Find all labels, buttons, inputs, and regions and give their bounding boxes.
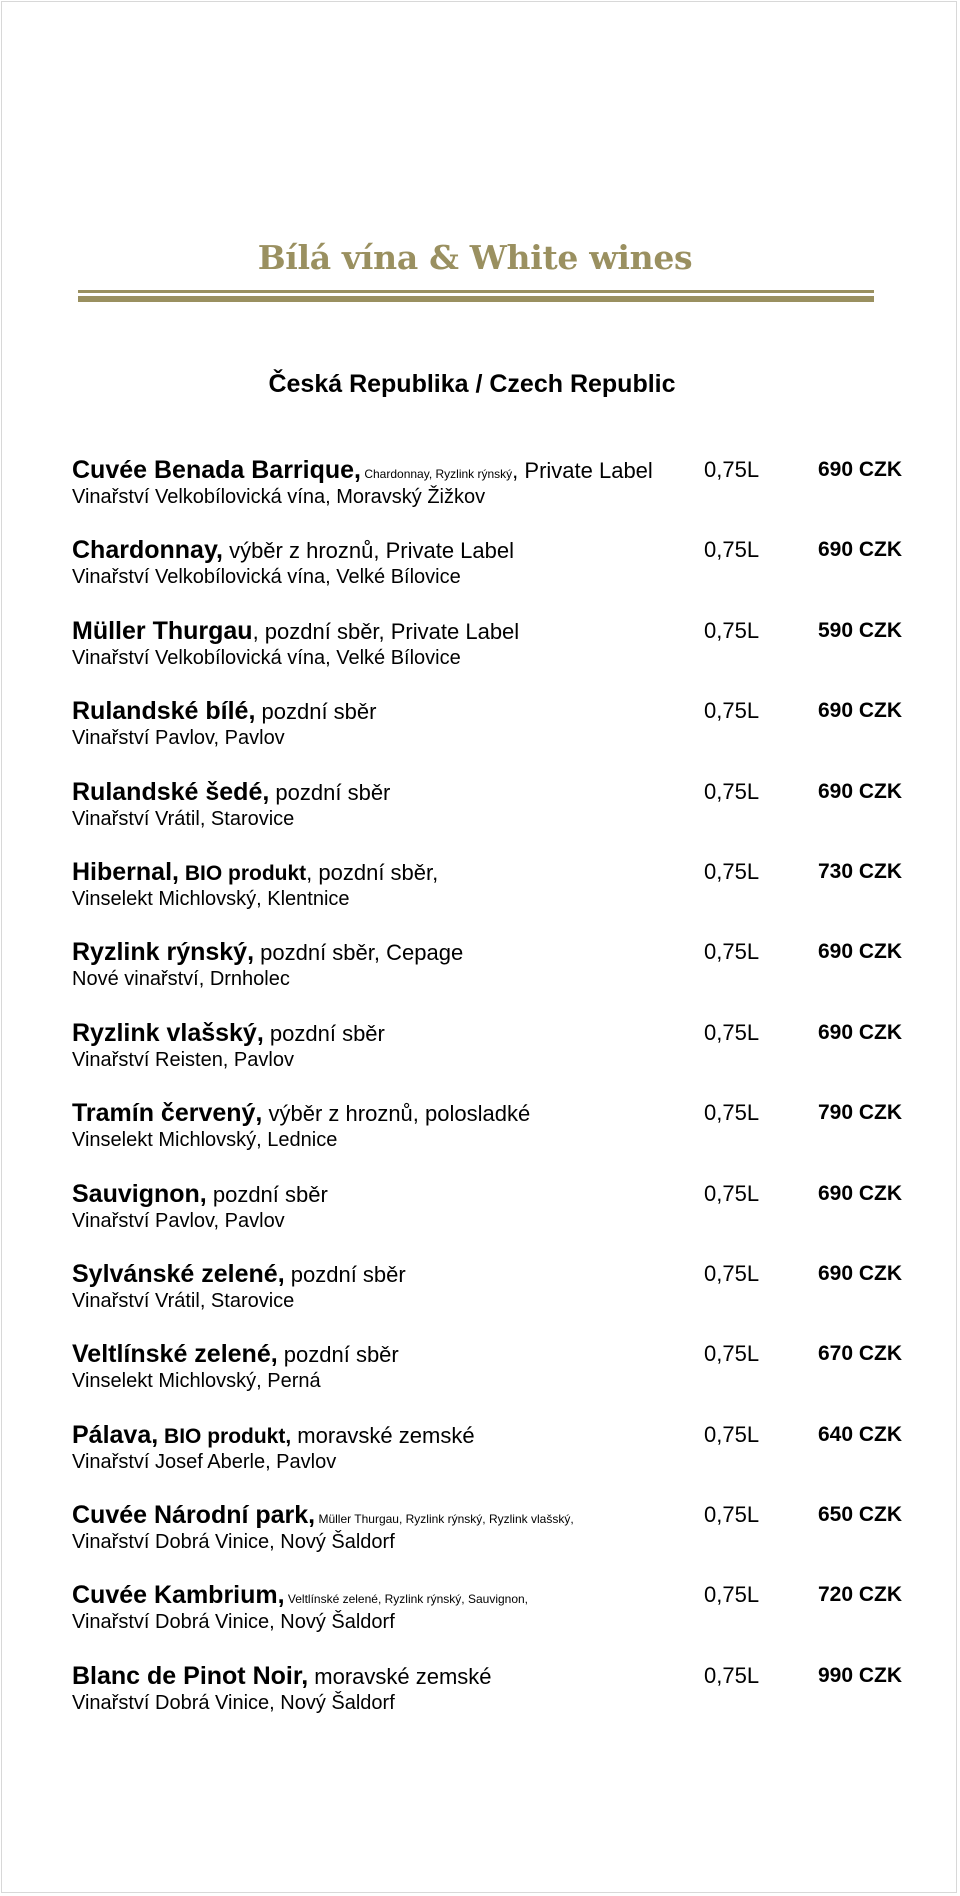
- wine-name: Sylvánské zelené,: [72, 1259, 285, 1288]
- wine-item: [72, 616, 902, 696]
- wine-item: [72, 1179, 902, 1259]
- wine-description: , pozdní sběr,: [306, 859, 439, 885]
- wine-title-line: [72, 1339, 399, 1370]
- wine-title-line: [72, 1661, 492, 1692]
- wine-title-line: [72, 1179, 328, 1210]
- wine-name: Veltlínské zelené,: [72, 1340, 278, 1369]
- wine-title-line: [72, 1018, 385, 1049]
- wine-title-line: [72, 1420, 475, 1452]
- wine-volume: 0,75L: [704, 617, 760, 643]
- wine-description: moravské zemské: [291, 1422, 475, 1448]
- wine-item: [72, 455, 902, 535]
- wine-item: [72, 1018, 902, 1098]
- wine-description: pozdní sběr: [284, 1261, 406, 1287]
- wine-price: 640 CZK: [817, 1422, 902, 1446]
- wine-item: [72, 1580, 902, 1660]
- wine-title-line: [72, 937, 463, 968]
- wine-description: , pozdní sběr, Private Label: [252, 618, 520, 644]
- wine-producer: Nové vinařství, Drnholec: [72, 968, 290, 991]
- wine-title-line: [72, 857, 438, 889]
- wine-producer: Vinařství Josef Aberle, Pavlov: [72, 1450, 337, 1473]
- wine-volume: 0,75L: [704, 537, 760, 563]
- wine-price: 690 CZK: [817, 538, 902, 562]
- page-title: Bílá vína & White wines: [257, 238, 693, 277]
- wine-volume: 0,75L: [704, 1341, 760, 1367]
- title-rule-thin: [78, 290, 874, 293]
- wine-producer: Vinařství Dobrá Vinice, Nový Šaldorf: [72, 1691, 395, 1714]
- wine-item: [72, 1420, 902, 1500]
- wine-name: Sauvignon,: [72, 1179, 207, 1208]
- wine-price: 690 CZK: [817, 1261, 902, 1285]
- wine-volume: 0,75L: [704, 1421, 760, 1447]
- wine-name: Müller Thurgau: [72, 616, 253, 645]
- wine-title-line: [72, 455, 653, 489]
- wine-description: pozdní sběr: [255, 699, 377, 725]
- wine-volume: 0,75L: [704, 1100, 760, 1126]
- wine-volume: 0,75L: [704, 858, 760, 884]
- wine-description: , Private Label: [512, 458, 653, 483]
- wine-description: pozdní sběr: [277, 1342, 399, 1368]
- wine-price: 690 CZK: [817, 699, 902, 723]
- wine-item: [72, 1661, 902, 1741]
- wine-price: 690 CZK: [817, 458, 902, 481]
- wine-volume: 0,75L: [704, 1180, 760, 1206]
- wine-volume: 0,75L: [704, 1260, 760, 1286]
- wine-price: 590 CZK: [817, 618, 902, 642]
- wine-name: Tramín červený,: [72, 1099, 263, 1128]
- wine-price: 790 CZK: [817, 1101, 902, 1125]
- wine-item: [72, 1098, 902, 1178]
- title-rule-thick: [78, 296, 874, 302]
- wine-price: 690 CZK: [817, 1020, 902, 1044]
- wine-bio-label: BIO produkt,: [158, 1424, 292, 1448]
- wine-item: [72, 857, 902, 937]
- wine-description: pozdní sběr, Cepage: [254, 940, 464, 966]
- wine-item: [72, 1259, 902, 1339]
- wine-grape-varieties: Müller Thurgau, Ryzlink rýnský, Ryzlink vlašský,: [315, 1512, 574, 1527]
- wine-description: pozdní sběr: [269, 779, 391, 805]
- wine-grape-varieties: Veltlínské zelené, Ryzlink rýnský, Sauvignon,: [284, 1592, 529, 1607]
- wine-bio-label: BIO produkt: [178, 861, 307, 885]
- wine-name: Cuvée Kambrium,: [72, 1581, 285, 1610]
- wine-item: [72, 937, 902, 1017]
- wine-name: Ryzlink rýnský,: [72, 938, 255, 967]
- wine-name: Cuvée Benada Barrique,: [72, 456, 361, 484]
- wine-title-line: [72, 696, 376, 727]
- wine-item: [72, 1339, 902, 1419]
- wine-title-line: [72, 535, 514, 566]
- wine-producer: Vinselekt Michlovský, Lednice: [72, 1129, 338, 1152]
- wine-name: Rulandské bílé,: [72, 697, 256, 726]
- wine-producer: Vinselekt Michlovský, Perná: [72, 1370, 321, 1393]
- wine-producer: Vinařství Velkobílovická vína, Moravský Žižkov: [72, 486, 486, 508]
- wine-volume: 0,75L: [704, 1582, 760, 1608]
- wine-producer: Vinařství Dobrá Vinice, Nový Šaldorf: [72, 1611, 395, 1634]
- wine-item: [72, 1500, 902, 1580]
- wine-producer: Vinařství Dobrá Vinice, Nový Šaldorf: [72, 1531, 395, 1554]
- wine-grape-varieties: Chardonnay, Ryzlink rýnský: [361, 467, 513, 481]
- wine-producer: Vinařství Vrátil, Starovice: [72, 1289, 295, 1312]
- wine-item: [72, 535, 902, 615]
- wine-item: [72, 777, 902, 857]
- wine-title-line: [72, 777, 390, 808]
- wine-volume: 0,75L: [704, 698, 760, 724]
- wine-description: pozdní sběr: [206, 1181, 328, 1207]
- wine-volume: 0,75L: [704, 778, 760, 804]
- wine-volume: 0,75L: [704, 457, 760, 482]
- wine-producer: Vinařství Reisten, Pavlov: [72, 1048, 294, 1071]
- wine-name: Cuvée Národní park,: [72, 1501, 316, 1530]
- wine-title-line: [72, 1259, 406, 1290]
- wine-price: 990 CZK: [817, 1663, 902, 1687]
- wine-volume: 0,75L: [704, 1662, 760, 1688]
- wine-price: 730 CZK: [817, 859, 902, 883]
- wine-name: Chardonnay,: [72, 536, 223, 565]
- wine-title-line: [72, 616, 519, 647]
- wine-description: výběr z hroznů, polosladké: [262, 1101, 531, 1127]
- wine-description: pozdní sběr: [263, 1020, 385, 1046]
- wine-title-line: [72, 1098, 530, 1129]
- wine-name: Ryzlink vlašský,: [72, 1018, 264, 1047]
- wine-producer: Vinařství Vrátil, Starovice: [72, 807, 295, 830]
- wine-price: 670 CZK: [817, 1342, 902, 1366]
- wine-title-line: [72, 1500, 574, 1534]
- wine-producer: Vinařství Velkobílovická vína, Velké Bílovice: [72, 566, 461, 589]
- wine-list: [72, 455, 902, 1741]
- wine-producer: Vinařství Pavlov, Pavlov: [72, 1209, 285, 1232]
- wine-price: 690 CZK: [817, 779, 902, 803]
- wine-price: 690 CZK: [817, 1181, 902, 1205]
- wine-price: 690 CZK: [817, 940, 902, 964]
- wine-description: moravské zemské: [308, 1663, 492, 1689]
- wine-name: Blanc de Pinot Noir,: [72, 1661, 309, 1690]
- wine-price: 650 CZK: [817, 1503, 902, 1527]
- wine-item: [72, 696, 902, 776]
- wine-producer: Vinařství Velkobílovická vína, Velké Bílovice: [72, 646, 461, 669]
- wine-name: Rulandské šedé,: [72, 777, 270, 806]
- wine-volume: 0,75L: [704, 1502, 760, 1528]
- wine-description: výběr z hroznů, Private Label: [222, 538, 514, 564]
- wine-volume: 0,75L: [704, 939, 760, 965]
- wine-producer: Vinselekt Michlovský, Klentnice: [72, 887, 350, 910]
- wine-name: Hibernal,: [72, 857, 179, 886]
- wine-price: 720 CZK: [817, 1583, 902, 1607]
- wine-title-line: [72, 1580, 528, 1614]
- section-heading: Česká Republika / Czech Republic: [268, 370, 676, 398]
- wine-name: Pálava,: [72, 1420, 159, 1449]
- wine-volume: 0,75L: [704, 1019, 760, 1045]
- wine-producer: Vinařství Pavlov, Pavlov: [72, 727, 285, 750]
